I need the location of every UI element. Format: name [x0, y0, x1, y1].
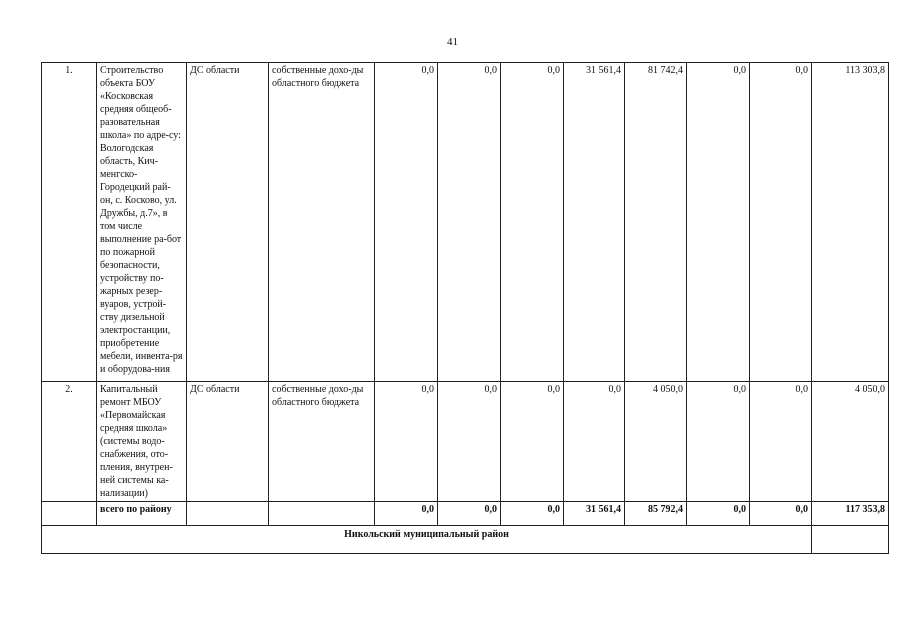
value-cell: 0,0 [564, 382, 625, 502]
value-cell: 4 050,0 [625, 382, 687, 502]
page-number: 41 [447, 36, 458, 48]
total-value-cell: 0,0 [438, 502, 501, 526]
total-value-cell: 0,0 [375, 502, 438, 526]
value-cell: 0,0 [750, 382, 812, 502]
empty-cell [187, 502, 269, 526]
value-cell: 0,0 [501, 382, 564, 502]
total-label: всего по району [97, 502, 187, 526]
funding-source: ДС области [187, 63, 269, 382]
value-cell: 0,0 [438, 382, 501, 502]
object-description: Строительство объекта БОУ «Косковская средняя общеоб-разовательная школа» по адре-су: Вологодская область, Кич-менгско-Городецкий рай-он, с. Косково, ул. Дружбы, д.7», в том числе выполнение ра-бот по пожарной безопасности, устройству по-жарных резер-вуаров, устрой-ству дизельной электростанции, приобретение мебели, инвента-ря и оборудова-ния [97, 63, 187, 382]
value-cell: 0,0 [687, 63, 750, 382]
value-cell: 0,0 [438, 63, 501, 382]
value-cell: 0,0 [687, 382, 750, 502]
funding-type: собственные дохо-ды областного бюджета [269, 63, 375, 382]
empty-cell [812, 526, 889, 554]
total-value-cell: 0,0 [501, 502, 564, 526]
empty-cell [269, 502, 375, 526]
total-value-cell: 0,0 [687, 502, 750, 526]
table-row [42, 382, 889, 502]
region-title: Никольский муниципальный район [42, 526, 812, 554]
value-cell: 0,0 [750, 63, 812, 382]
value-cell: 0,0 [501, 63, 564, 382]
funding-type: собственные дохо-ды областного бюджета [269, 382, 375, 502]
total-value-cell: 85 792,4 [625, 502, 687, 526]
value-cell: 31 561,4 [564, 63, 625, 382]
object-description: Капитальный ремонт МБОУ «Первомайская средняя школа» (системы водо-снабжения, ото-пления, внутрен-ней системы ка-нализации) [97, 382, 187, 502]
total-value-cell: 0,0 [750, 502, 812, 526]
budget-table [41, 62, 889, 554]
value-cell: 0,0 [375, 382, 438, 502]
total-row [42, 502, 889, 526]
row-total-cell: 4 050,0 [812, 382, 889, 502]
value-cell: 0,0 [375, 63, 438, 382]
row-total-cell: 113 303,8 [812, 63, 889, 382]
region-header-row [42, 526, 889, 554]
row-index: 2. [42, 382, 97, 502]
table-row [42, 63, 889, 382]
value-cell: 81 742,4 [625, 63, 687, 382]
total-value-cell: 31 561,4 [564, 502, 625, 526]
row-index: 1. [42, 63, 97, 382]
funding-source: ДС области [187, 382, 269, 502]
grand-total-cell: 117 353,8 [812, 502, 889, 526]
total-index-cell [42, 502, 97, 526]
